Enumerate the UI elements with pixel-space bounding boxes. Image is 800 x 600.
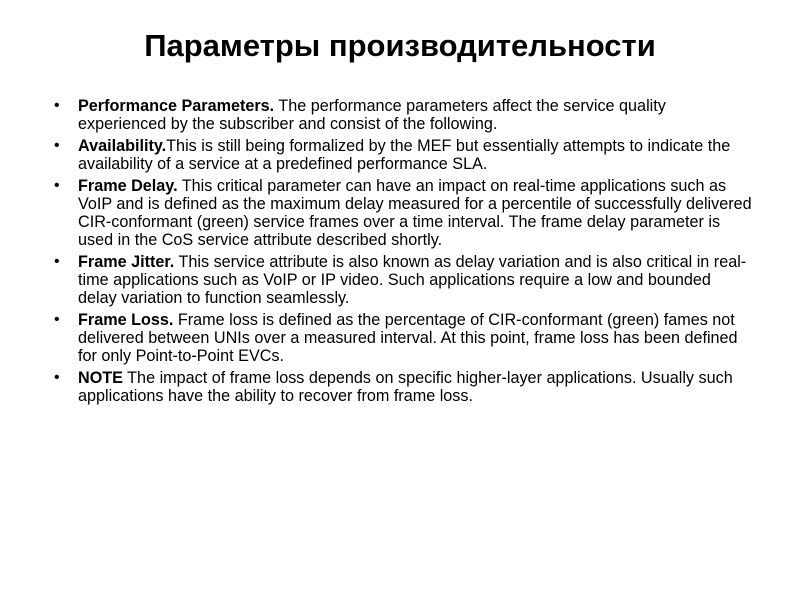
bullet-text: Frame loss is defined as the percentage of CIR-conformant (green) fames not delivered between UNIs over a measured interval. At this point, frame loss has been defined for only Point-to-Point EVCs. — [78, 311, 738, 365]
bullet-text: This service attribute is also known as delay variation and is also critical in real-time applications such as VoIP or IP video. Such applications require a low and bounded delay variation to function seamlessly. — [78, 253, 747, 307]
bullet-dot-icon: • — [54, 369, 60, 386]
bullet-dot-icon: • — [54, 97, 60, 114]
bullet-dot-icon: • — [54, 311, 60, 328]
bullet-text: This is still being formalized by the MEF but essentially attempts to indicate the availability of a service at a predefined performance SLA. — [78, 137, 731, 173]
bullet-item-note — [54, 369, 754, 405]
bullet-item-frame-loss — [54, 311, 754, 365]
bullet-dot-icon: • — [54, 137, 60, 154]
bullet-term: Availability. — [78, 137, 167, 155]
bullet-term: NOTE — [78, 369, 123, 387]
bullet-term: Frame Loss. — [78, 311, 174, 329]
slide-title: Параметры производительности — [144, 28, 656, 63]
bullet-term: Frame Jitter. — [78, 253, 175, 271]
bullet-item-performance-parameters — [54, 97, 754, 133]
bullet-item-frame-delay — [54, 177, 754, 249]
bullet-dot-icon: • — [54, 177, 60, 194]
bullet-list — [54, 97, 754, 409]
bullet-item-availability — [54, 137, 754, 173]
bullet-dot-icon: • — [54, 253, 60, 270]
bullet-text: This critical parameter can have an impact on real-time applications such as VoIP and is defined as the maximum delay measured for a percentile of successfully delivered CIR-conformant (green) service frames over a time interval. The frame delay parameter is used in the CoS service attribute described shortly. — [78, 177, 752, 249]
bullet-term: Performance Parameters. — [78, 97, 275, 115]
bullet-text: The impact of frame loss depends on specific higher-layer applications. Usually such applications have the ability to recover from frame loss. — [78, 369, 733, 405]
bullet-text: The performance parameters affect the service quality experienced by the subscriber and consist of the following. — [78, 97, 666, 133]
bullet-term: Frame Delay. — [78, 177, 178, 195]
bullet-item-frame-jitter — [54, 253, 754, 307]
